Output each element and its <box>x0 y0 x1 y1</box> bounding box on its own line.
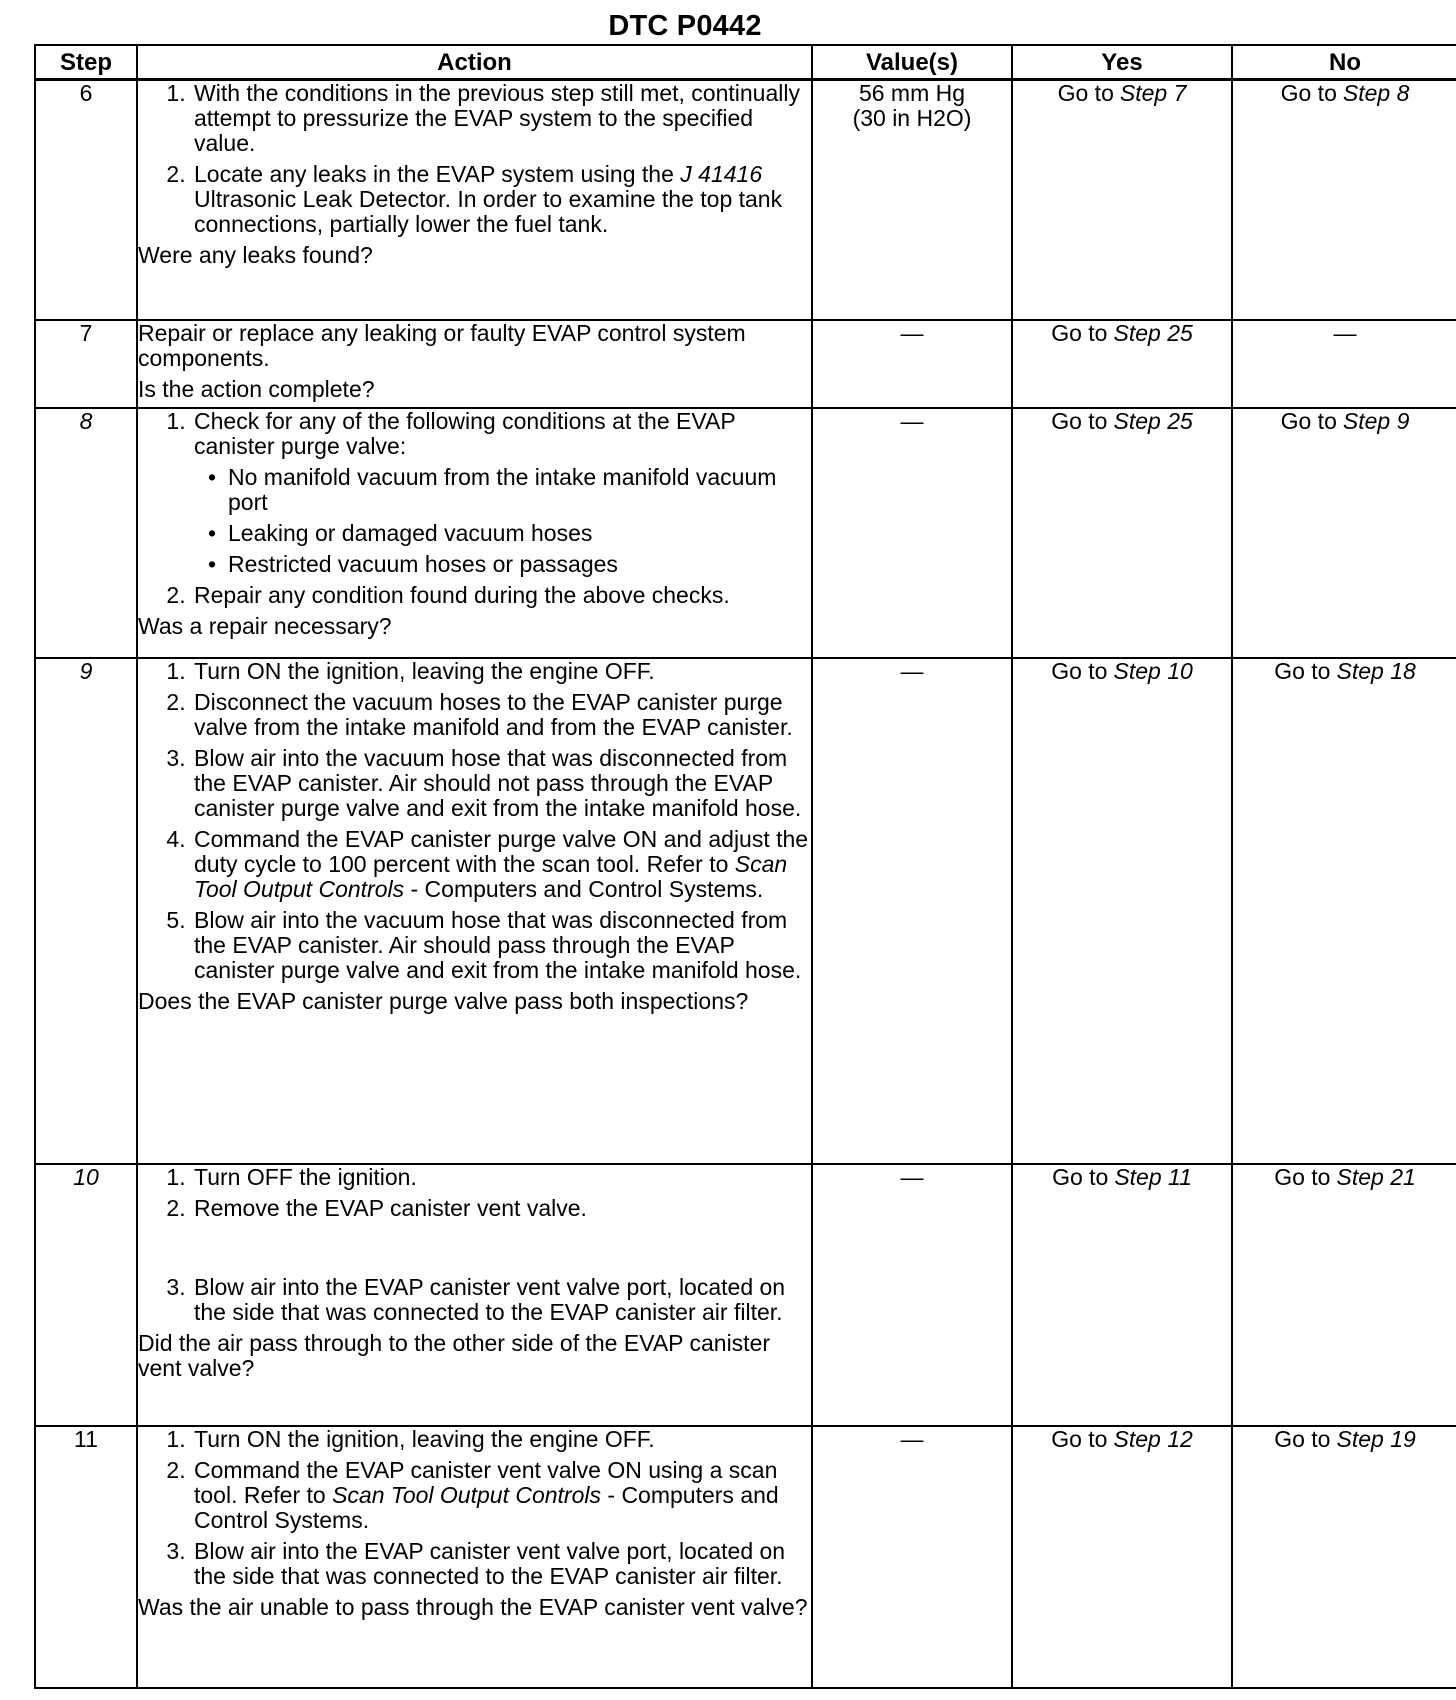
yes-step-link[interactable]: Step 25 <box>1113 319 1193 346</box>
action-list <box>138 659 811 983</box>
value-cell: — <box>812 320 1012 408</box>
list-item: 1. Check for any of the following conditions at the EVAP canister purge valve: • No manifold vacuum from the intake manifold vacuum port • Leaking or damaged vacuum hoses • Restricted vacuum hoses or passages <box>192 409 811 577</box>
yes-step-link[interactable]: Step 7 <box>1119 80 1187 106</box>
no-cell: Go to Step 21 <box>1232 1164 1456 1426</box>
action-cell <box>137 1164 812 1426</box>
no-cell: Go to Step 9 <box>1232 408 1456 658</box>
list-item: 1. With the conditions in the previous step still met, continually attempt to pressurize the EVAP system to the specified value. <box>192 81 811 156</box>
question-text: Was the air unable to pass through the EVAP canister vent valve? <box>138 1593 808 1620</box>
yes-cell: Go to Step 11 <box>1012 1164 1232 1426</box>
step-number: 8 <box>35 408 137 658</box>
question-text: Was a repair necessary? <box>138 612 392 639</box>
step-number: 10 <box>35 1164 137 1426</box>
value-cell: — <box>812 408 1012 658</box>
header-no: No <box>1232 45 1456 80</box>
value-cell <box>812 80 1012 320</box>
yes-cell: Go to Step 10 <box>1012 658 1232 1164</box>
page-title: DTC P0442 <box>608 10 762 42</box>
list-item: 1. Turn ON the ignition, leaving the engine OFF. <box>192 1427 811 1452</box>
yes-cell: Go to Step 25 <box>1012 320 1232 408</box>
no-cell: — <box>1232 320 1456 408</box>
action-cell <box>137 408 812 658</box>
action-text: Repair or replace any leaking or faulty EVAP control system components. <box>138 319 746 371</box>
value-cell: — <box>812 1426 1012 1688</box>
step-number: 7 <box>35 320 137 408</box>
diagnostic-table <box>34 44 1456 1689</box>
table-row <box>35 1164 1456 1426</box>
question-text: Does the EVAP canister purge valve pass both inspections? <box>138 987 749 1014</box>
question-text: Were any leaks found? <box>138 242 373 268</box>
yes-step-link[interactable]: Step 12 <box>1113 1425 1193 1452</box>
list-item: 5. Blow air into the vacuum hose that was disconnected from the EVAP canister. Air should pass through the EVAP canister purge valve and exit from the intake manifold hose. <box>192 908 811 983</box>
table-row <box>35 1426 1456 1688</box>
list-item: 2. Remove the EVAP canister vent valve. <box>192 1196 811 1221</box>
yes-step-link[interactable]: Step 11 <box>1114 1163 1192 1190</box>
action-list <box>138 409 811 608</box>
step-number: 9 <box>35 658 137 1164</box>
no-step-link[interactable]: Step 8 <box>1342 80 1410 106</box>
yes-cell: Go to Step 7 <box>1012 80 1232 320</box>
yes-step-link[interactable]: Step 10 <box>1113 657 1193 684</box>
list-item: 1. Turn ON the ignition, leaving the engine OFF. <box>192 659 811 684</box>
list-item: 3. Blow air into the EVAP canister vent valve port, located on the side that was connected to the EVAP canister air filter. <box>192 1539 811 1589</box>
no-step-link[interactable]: Step 21 <box>1336 1163 1416 1190</box>
list-item: 3. Blow air into the vacuum hose that was disconnected from the EVAP canister. Air should not pass through the EVAP canister purge valve and exit from the intake manifold hose. <box>192 746 811 821</box>
list-item: 3. Blow air into the EVAP canister vent valve port, located on the side that was connected to the EVAP canister air filter. <box>192 1275 811 1325</box>
no-step-link[interactable]: Step 18 <box>1336 657 1416 684</box>
action-cell <box>137 320 812 408</box>
bullet-item: • Restricted vacuum hoses or passages <box>204 552 811 577</box>
step-number: 6 <box>35 80 137 320</box>
tool-reference: J 41416 <box>680 161 763 187</box>
reference-link[interactable]: Scan Tool Output Controls <box>332 1481 601 1508</box>
list-item: 2. Repair any condition found during the above checks. <box>192 583 811 608</box>
action-list <box>138 1165 811 1325</box>
question-text: Did the air pass through to the other side of the EVAP canister vent valve? <box>138 1329 771 1381</box>
header-yes: Yes <box>1012 45 1232 80</box>
list-item: 2. Locate any leaks in the EVAP system using the J 41416 Ultrasonic Leak Detector. In order to examine the top tank connections, partially lower the fuel tank. <box>192 162 811 237</box>
no-cell: Go to Step 18 <box>1232 658 1456 1164</box>
action-cell <box>137 1426 812 1688</box>
header-step: Step <box>35 45 137 80</box>
action-cell <box>137 80 812 320</box>
table-row <box>35 658 1456 1164</box>
value-line: (30 in H2O) <box>852 105 972 131</box>
question-text: Is the action complete? <box>138 375 375 402</box>
action-list <box>138 1427 811 1589</box>
value-cell: — <box>812 1164 1012 1426</box>
list-item: 4. Command the EVAP canister purge valve ON and adjust the duty cycle to 100 percent with the scan tool. Refer to Scan Tool Output Controls - Computers and Control Systems. <box>192 827 811 902</box>
list-item: 1. Turn OFF the ignition. <box>192 1165 811 1190</box>
yes-step-link[interactable]: Step 25 <box>1113 407 1193 434</box>
no-step-link[interactable]: Step 9 <box>1342 407 1410 434</box>
reference-link[interactable]: Scan Tool Output Controls <box>194 850 788 902</box>
bullet-item: • No manifold vacuum from the intake manifold vacuum port <box>204 465 811 515</box>
yes-cell: Go to Step 25 <box>1012 408 1232 658</box>
action-list <box>138 81 811 237</box>
yes-cell: Go to Step 12 <box>1012 1426 1232 1688</box>
header-action: Action <box>137 45 812 80</box>
table-row <box>35 80 1456 320</box>
table-row <box>35 408 1456 658</box>
condition-list <box>194 465 811 577</box>
bullet-item: • Leaking or damaged vacuum hoses <box>204 521 811 546</box>
step-number: 11 <box>35 1426 137 1688</box>
table-header-row <box>35 45 1456 80</box>
action-cell <box>137 658 812 1164</box>
table-row <box>35 320 1456 408</box>
header-values: Value(s) <box>812 45 1012 80</box>
value-cell: — <box>812 658 1012 1164</box>
list-item: 2. Command the EVAP canister vent valve ON using a scan tool. Refer to Scan Tool Output Controls - Computers and Control Systems. <box>192 1458 811 1533</box>
value-line: 56 mm Hg <box>858 80 966 106</box>
list-item: 2. Disconnect the vacuum hoses to the EVAP canister purge valve from the intake manifold and from the EVAP canister. <box>192 690 811 740</box>
no-step-link[interactable]: Step 19 <box>1336 1425 1416 1452</box>
no-cell: Go to Step 19 <box>1232 1426 1456 1688</box>
no-cell: Go to Step 8 <box>1232 80 1456 320</box>
